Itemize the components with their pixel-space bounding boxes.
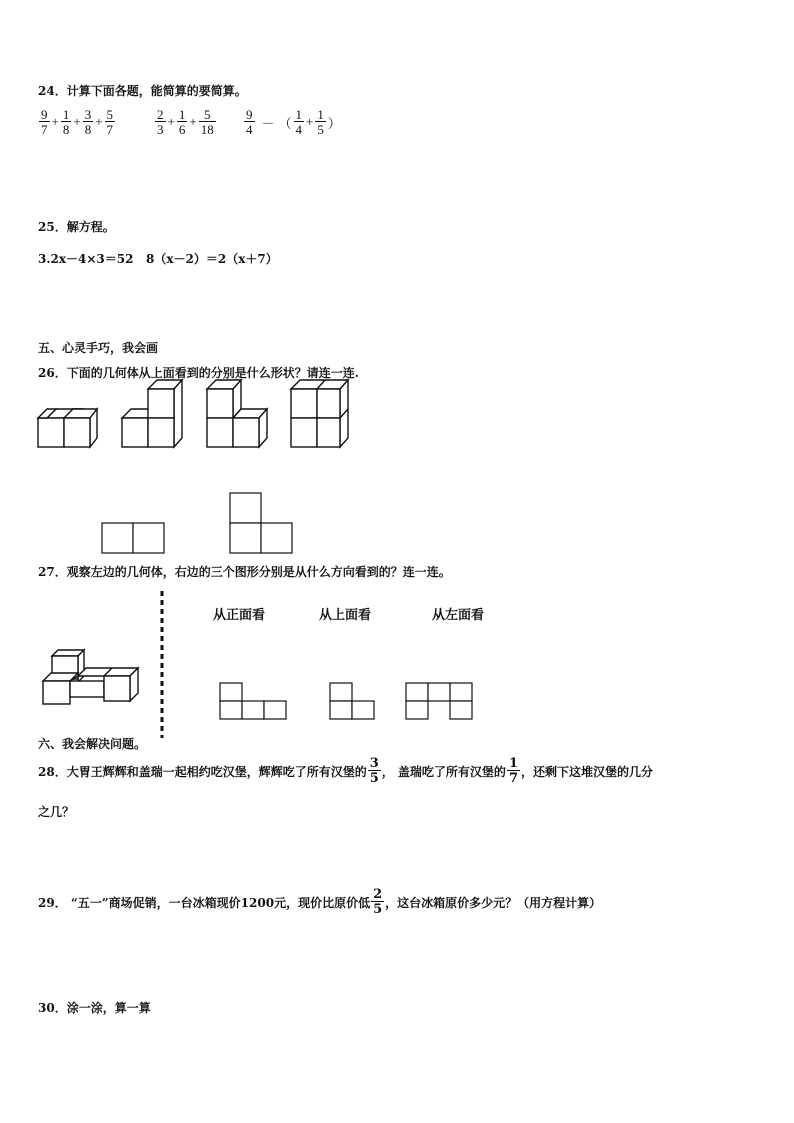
q25-equation-1: 3.2x－4×3＝52 <box>38 252 134 266</box>
q24-expr2-fraction-3-numerator: 5 <box>203 107 211 122</box>
q26-title: 26．下面的几何体从上面看到的分别是什么形状？请连一连. <box>38 366 359 380</box>
q24-expr2-fraction-2-denominator: 6 <box>178 122 186 137</box>
q28-fraction-1 <box>368 757 381 785</box>
q25-equation-2: 8（x－2）＝2（x＋7） <box>146 252 278 266</box>
q24-expr3-fraction-2-numerator: 1 <box>295 107 303 122</box>
q29-fraction-numerator: 2 <box>373 887 383 902</box>
q25-title: 25．解方程。 <box>38 220 115 234</box>
q29-text-1: 29． “五一”商场促销，一台冰箱现价1200元，现价比原价低 <box>38 895 371 910</box>
q29-fraction-denominator: 5 <box>373 902 383 917</box>
q28-line-1 <box>38 757 653 785</box>
q24-expr3-fraction-1-numerator: 9 <box>246 107 253 122</box>
q27-title: 27．观察左边的几何体，右边的三个图形分别是从什么方向看到的？连一连。 <box>38 565 451 579</box>
q24-expr1-fraction-4-numerator: 5 <box>106 107 114 122</box>
q27-solid <box>43 650 138 704</box>
q24-expr3-fraction-1-denominator: 4 <box>246 122 253 137</box>
q28-fraction-1-numerator: 3 <box>369 756 379 771</box>
q28-text-3: ，还剩下这堆汉堡的几分 <box>520 764 653 779</box>
q24-expr1-fraction-1-denominator: 7 <box>41 122 48 137</box>
q29-line <box>38 888 601 916</box>
q24-expr3-minus: － <box>261 115 275 131</box>
q30-title: 30．涂一涂，算一算 <box>38 1001 151 1015</box>
section-6-title: 六、我会解决问题。 <box>38 737 147 751</box>
q28-text-2: ， 盖瑞吃了所有汉堡的 <box>381 764 506 779</box>
q28-text-1: 28．大胃王辉辉和盖瑞一起相约吃汉堡，辉辉吃了所有汉堡的 <box>38 764 367 779</box>
q24-expr3-fraction-2-denominator: 4 <box>295 122 303 137</box>
q27-view-3 <box>406 683 472 719</box>
q29-fraction <box>371 888 384 916</box>
q28-fraction-2-numerator: 1 <box>508 756 518 771</box>
q24-expr1-fraction-1-numerator: 9 <box>41 107 48 122</box>
q27-view-2 <box>330 683 374 719</box>
q28-text-4: 之几？ <box>38 805 75 819</box>
q24-expr1-fraction-2-numerator: 1 <box>62 107 70 122</box>
q24-expr1-operator-2: + <box>73 114 81 129</box>
q24-expr2-fraction-1-denominator: 3 <box>157 122 164 137</box>
q24-expr1-fraction-2-denominator: 8 <box>62 122 70 137</box>
q28-fraction-2-denominator: 7 <box>508 771 518 786</box>
q24-expr2-fraction-2-numerator: 1 <box>178 107 186 122</box>
q24-expr2-operator-1: + <box>167 114 175 129</box>
q24-expr1-operator-1: + <box>51 114 59 129</box>
q28-fraction-1-denominator: 5 <box>369 771 379 786</box>
q27-label-top: 从上面看 <box>319 608 372 623</box>
q24-expr1-fraction-3-numerator: 3 <box>84 107 92 122</box>
q27-view-1 <box>220 683 286 719</box>
q24-expr2-operator-2: + <box>189 114 197 129</box>
q24-title: 24．计算下面各题，能简算的要简算。 <box>38 84 247 98</box>
q24-expr3-fraction-3-numerator: 1 <box>317 107 324 122</box>
section-5-title: 五、心灵手巧，我会画 <box>38 341 159 355</box>
q24-expr3-open-paren: （ <box>278 115 292 131</box>
q29-text-2: ，这台冰箱原价多少元？（用方程计算） <box>385 895 602 910</box>
q24-expr3-fraction-3-denominator: 5 <box>317 122 324 137</box>
q27-label-left: 从左面看 <box>432 608 485 623</box>
q24-expr1-fraction-3-denominator: 8 <box>84 122 92 137</box>
q27-label-front: 从正面看 <box>213 608 266 623</box>
q24-expr1-operator-3: + <box>95 114 103 129</box>
q28-fraction-2 <box>507 757 520 785</box>
q24-expr3-close-paren: ） <box>327 115 341 131</box>
q24-expr3-plus: + <box>306 114 314 129</box>
q24-expr2-fraction-1-numerator: 2 <box>157 107 164 122</box>
q24-expr1-fraction-4-denominator: 7 <box>106 122 114 137</box>
q24-expr2-fraction-3-denominator: 18 <box>200 122 214 137</box>
